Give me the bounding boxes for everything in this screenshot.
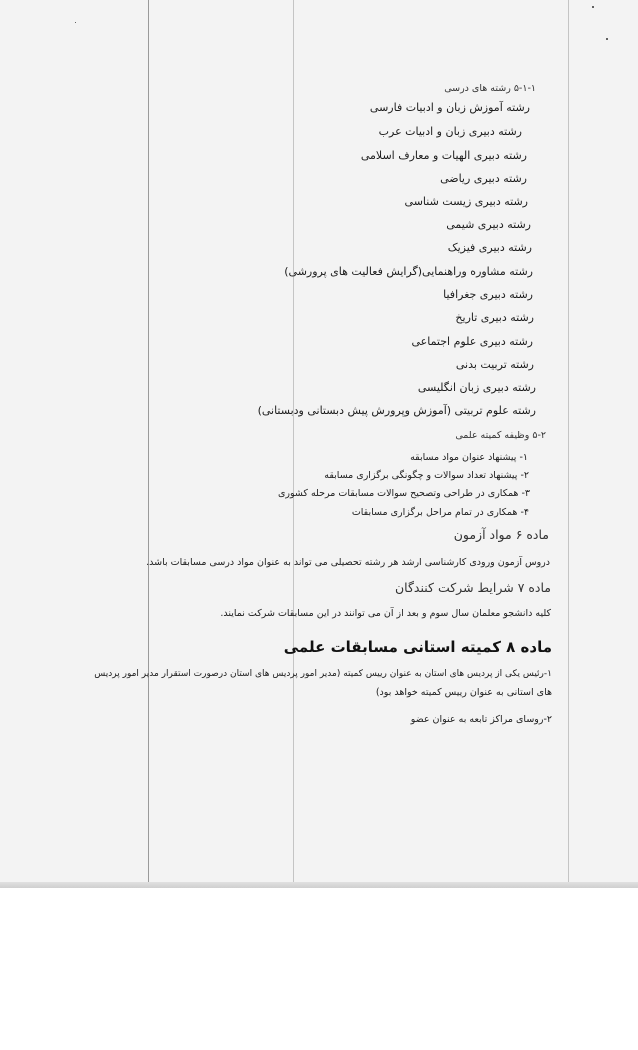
committee-duty-item: ۱- پیشنهاد عنوان مواد مسابقه: [410, 452, 528, 463]
discipline-item: رشته دبیری شیمی: [446, 218, 531, 231]
article-8-item-2: ۲-روسای مراکز تابعه به عنوان عضو: [410, 714, 552, 725]
disciplines-heading: ۵-۱-۱ رشته های درسی: [444, 83, 536, 94]
discipline-item: رشته دبیری ریاضی: [440, 172, 527, 185]
discipline-item: رشته دبیری تاریخ: [455, 311, 534, 324]
committee-duty-item: ۲- پیشنهاد تعداد سوالات و چگونگی برگزاری مسابقه: [324, 470, 529, 481]
committee-duty-item: ۴- همکاری در تمام مراحل برگزاری مسابقات: [351, 507, 529, 518]
discipline-item: رشته تربیت بدنی: [455, 358, 534, 371]
article-8-item-1-line-1: ۱-رئیس یکی از پردیس های استان به عنوان رییس کمیته (مدیر امور پردیس های استان درصورت استقرار مدیر امور پردیس: [94, 669, 552, 679]
discipline-item: رشته دبیری الهیات و معارف اسلامی: [360, 149, 527, 162]
discipline-item: رشته دبیری زبان و ادبیات عرب: [378, 125, 522, 138]
discipline-item: رشته مشاوره وراهنمایی(گرایش فعالیت های پرورشی): [284, 265, 533, 278]
article-6-title: ماده ۶ مواد آزمون: [453, 527, 549, 542]
discipline-item: رشته دبیری زبان انگلیسی: [417, 381, 536, 394]
page-fold-line-middle: [293, 0, 294, 888]
scan-speck: [606, 38, 608, 40]
page-fold-line-left: [148, 0, 149, 888]
discipline-item: رشته دبیری جغرافیا: [443, 288, 533, 301]
article-8-title: ماده ۸ کمیته استانی مسابقات علمی: [283, 638, 552, 656]
committee-duty-item: ۳- همکاری در طراحی وتصحیح سوالات مسابقات مرحله کشوری: [278, 488, 530, 499]
page-fold-line-right: [568, 0, 569, 888]
scan-speck: [75, 22, 76, 23]
article-8-item-1-line-2: های استانی به عنوان رییس کمیته خواهد بود): [375, 687, 552, 698]
discipline-item: رشته آموزش زبان و ادبیات فارسی: [369, 101, 530, 114]
discipline-item: رشته دبیری علوم اجتماعی: [411, 335, 533, 348]
discipline-item: رشته علوم تربیتی (آموزش وپرورش پیش دبستانی ودبستانی): [257, 404, 536, 417]
discipline-item: رشته دبیری زیست شناسی: [404, 195, 528, 208]
discipline-item: رشته دبیری فیزیک: [447, 241, 532, 254]
article-7-text: کلیه دانشجو معلمان سال سوم و بعد از آن می توانند در این مسابقات شرکت نمایند.: [220, 608, 551, 619]
scan-speck: [592, 6, 594, 8]
committee-duties-heading: ۵-۲ وظیفه کمیته علمی: [455, 430, 546, 441]
article-6-text: دروس آزمون ورودی کارشناسی ارشد هر رشته تحصیلی می تواند به عنوان مواد درسی مسابقات باشد.: [146, 557, 550, 568]
article-7-title: ماده ۷ شرایط شرکت کنندگان: [394, 580, 551, 595]
